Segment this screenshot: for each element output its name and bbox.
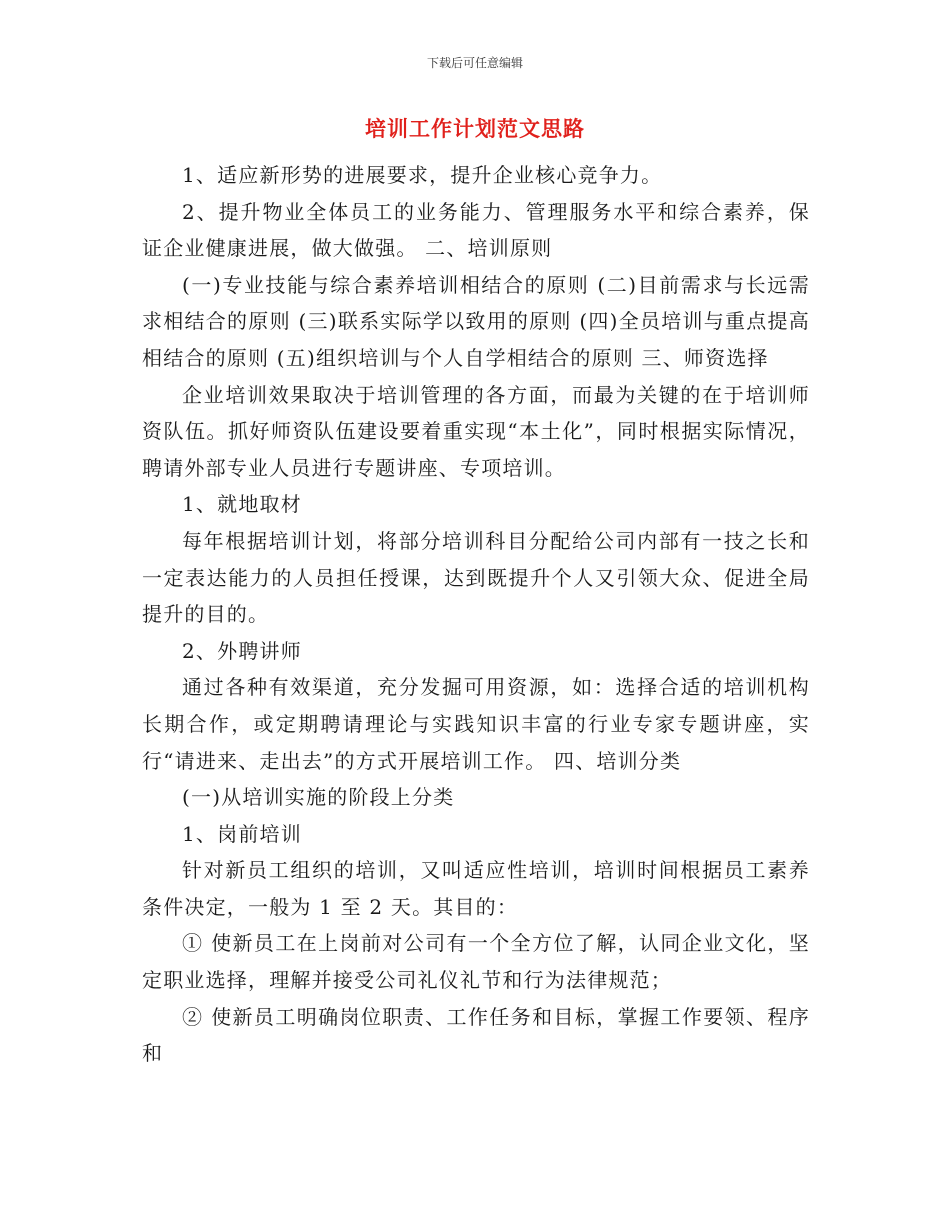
paragraph: 1、适应新形势的进展要求，提升企业核心竞争力。 — [182, 163, 663, 187]
paragraph: 企业培训效果取决于培训管理的各方面，而最为关键的在于培训师资队伍。抓好师资队伍建设要着重实现“本土化”，同时根据实际情况，聘请外部专业人员进行专题讲座、专项培训。 — [142, 382, 810, 480]
paragraph: (一)从培训实施的阶段上分类 — [182, 785, 455, 810]
paragraph: (一)专业技能与综合素养培训相结合的原则 (二)目前需求与长远需求相结合的原则 (三)联系实际学以致用的原则 (四)全员培训与重点提高相结合的原则 (五)组织培训与个人自学相结合的原则 三、师资选择 — [142, 272, 810, 370]
document-title: 培训工作计划范文思路 — [365, 116, 585, 141]
paragraph: 针对新员工组织的培训，又叫适应性培训，培训时间根据员工素养条件决定，一般为 1 至 2 天。其目的： — [142, 858, 810, 919]
paragraph: ② 使新员工明确岗位职责、工作任务和目标，掌握工作要领、程序和 — [142, 1004, 810, 1066]
paragraph: 通过各种有效渠道，充分发掘可用资源，如：选择合适的培训机构长期合作，或定期聘请理论与实践知识丰富的行业专家专题讲座，实行“请进来、走出去”的方式开展培训工作。 四、培训分类 — [142, 675, 810, 773]
paragraph: ① 使新员工在上岗前对公司有一个全方位了解，认同企业文化，坚定职业选择，理解并接受公司礼仪礼节和行为法律规范； — [142, 931, 810, 993]
header-note: 下载后可任意编辑 — [426, 56, 523, 70]
paragraph: 1、就地取材 — [182, 492, 302, 517]
document-body — [142, 157, 810, 1072]
paragraph: 每年根据培训计划，将部分培训科目分配给公司内部有一技之长和一定表达能力的人员担任授课，达到既提升个人又引领大众、促进全局提升的目的。 — [142, 528, 810, 627]
paragraph: 2、提升物业全体员工的业务能力、管理服务水平和综合素养，保证企业健康进展，做大做强。 二、培训原则 — [142, 199, 810, 261]
paragraph: 1、岗前培训 — [182, 821, 302, 846]
paragraph: 2、外聘讲师 — [182, 638, 302, 663]
